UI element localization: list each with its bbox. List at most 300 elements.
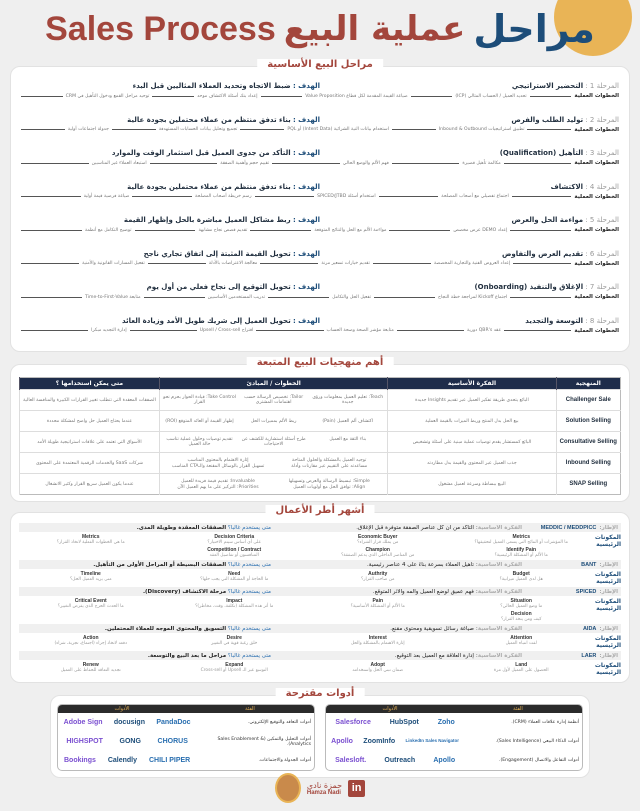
stage-goal — [127, 116, 320, 124]
tool-logo[interactable]: CHILI PIPER — [149, 757, 191, 764]
step-connector — [250, 230, 311, 231]
methods-table — [19, 377, 621, 495]
stages-list — [21, 79, 619, 347]
component-item — [306, 547, 450, 558]
stage-number: 8 — [589, 316, 595, 325]
methodology-idea: البائع يتحدى طريقة تفكير العميل عبر تقديم Insights جديدة — [388, 390, 556, 411]
step-connector — [21, 330, 88, 331]
frameworks-list — [19, 523, 621, 678]
step-item: رسم خريطة أصحاب المصلحة — [195, 194, 252, 199]
step-item: تقييم حجم وأهمية الصفقة — [220, 160, 270, 166]
tool-logo[interactable]: HIGHSPOT — [66, 738, 103, 745]
methodology-step: Tailor: تخصيص الرسالة حسب اهتمامات المشتري — [244, 395, 304, 405]
tool-logo[interactable]: ZoomInfo — [363, 738, 396, 745]
stage-separator: : — [583, 316, 590, 325]
step-connector — [513, 263, 571, 264]
step-item: متابعة Time-to-First-Value — [85, 294, 141, 300]
component-name: Competition / Contract — [207, 547, 262, 553]
methodology-step: إظهار القيمة أو العائد المتوقع (ROI) — [165, 418, 234, 424]
methodology-step: اكتشاف ألم العميل (Pain) — [322, 418, 374, 424]
stage-goal — [144, 250, 320, 258]
author-footer — [0, 773, 640, 803]
methodology-name: Challenger Sale — [556, 390, 620, 411]
component-name: Adopt — [370, 662, 385, 668]
component-item — [19, 635, 163, 649]
component-item — [19, 662, 163, 676]
framework-idea — [277, 589, 522, 595]
methodology-name: Inbound Selling — [556, 453, 620, 474]
component-name: Action — [82, 635, 99, 641]
stage-header — [21, 79, 619, 93]
when-text: مرحلة الاكتشاف (Discovery). — [142, 588, 227, 595]
stage-name: توليد الطلب والفرص — [511, 115, 584, 124]
step-item: توحيد مراحل القمع ودخول التأهيل في CRM — [65, 93, 150, 99]
component-name: Interest — [368, 635, 387, 641]
goal-label: الهدف : — [292, 249, 320, 258]
tool-logo[interactable]: Outreach — [384, 757, 416, 764]
tool-logo[interactable]: Apollo — [331, 738, 353, 745]
step-connector — [510, 297, 571, 298]
stages-title: مراحل البيع الأساسية — [257, 59, 383, 70]
component-item — [19, 598, 163, 609]
step-connector — [21, 96, 63, 97]
tool-category: أدوات الجدولة والاجتماعات. — [258, 758, 311, 763]
title-ar-process: عملية البيع — [283, 9, 466, 49]
stage-header — [21, 247, 619, 261]
tool-logo[interactable]: LinkedIn Sales Navigator — [405, 738, 460, 743]
component-desc: الحصول على العميل لأول مرة — [493, 668, 549, 673]
idea-text: إدارة العلاقة مع العميل بعد التوقيع. — [394, 652, 474, 659]
tool-logo[interactable]: Apollo — [433, 757, 456, 764]
framework-label: الإطار: — [599, 588, 618, 595]
idea-text: التأكد من أن كل عناصر الصفقة متوفرة قبل الإغلاق. — [356, 524, 474, 531]
tool-logo[interactable]: CHORUS — [157, 738, 188, 745]
component-item — [19, 571, 163, 585]
step-connector — [397, 330, 464, 331]
framework-when — [143, 589, 271, 595]
tool-category-row — [326, 732, 582, 751]
step-item: اقتراح Upsell / Cross-sell — [199, 328, 254, 333]
component-item — [450, 598, 594, 609]
component-name: Desire — [226, 635, 242, 641]
methodology-idea: بيع الحل بدل المنتج وربط الميزات بالقيمة العملية — [388, 411, 556, 432]
step-item: إعداد العروض الفنية والتجارية المخصصة — [433, 261, 511, 266]
step-item: تحديد العميل / الحساب المثالي (ICP) — [455, 93, 527, 99]
stage-goal — [133, 82, 320, 90]
component-item — [163, 598, 307, 609]
component-item — [450, 635, 594, 649]
step-connector — [144, 297, 205, 298]
framework-name-wrap — [528, 626, 618, 632]
component-desc: كيف ومن يتخذ القرار؟ — [500, 617, 542, 622]
component-desc: على أي أساس سيتم الاختيار؟ — [207, 540, 262, 545]
tool-category: أدوات التحليل والتمكين (Sales Enablement & Analytics). — [217, 736, 311, 747]
step-connector — [148, 263, 206, 264]
framework-name-wrap — [528, 589, 618, 595]
stage-header — [21, 180, 619, 194]
step-connector — [130, 330, 197, 331]
goal-text: ربط مشاكل العميل مباشرة بالحل وإظهار القيمة — [123, 216, 291, 224]
tool-category-row — [58, 751, 314, 770]
component-name: Decision — [510, 611, 532, 617]
tool-logo[interactable]: Salesloft. — [335, 757, 367, 764]
stage-prefix: المرحلة — [596, 283, 619, 291]
step-connector — [392, 129, 436, 130]
methods-body — [20, 390, 621, 495]
methodology-step: Teach: تعليم العميل بمعلومات ورؤى جديدة — [312, 395, 384, 405]
component-item — [163, 571, 307, 585]
goal-label: الهدف : — [292, 182, 320, 191]
stage-title — [320, 216, 619, 224]
table-row — [20, 411, 621, 432]
framework-components — [19, 633, 621, 651]
step-connector — [150, 163, 218, 164]
component-desc: ما المؤشرات أو النتائج التي يسعى العميل لتحقيقها؟ — [474, 540, 568, 545]
when-label: متى يستخدم غالبا؟ — [227, 524, 271, 531]
stage-header — [21, 213, 619, 227]
component-name: Budget — [512, 571, 530, 577]
step-connector — [504, 330, 571, 331]
stage-separator: : — [583, 249, 590, 258]
component-desc: ما أثر هذه المشكلة (تكلفة، وقت، مخاطر)؟ — [195, 604, 274, 609]
tool-category-row — [58, 732, 314, 751]
stage-number: 3 — [589, 149, 595, 157]
steps-label: الخطوات العملية — [574, 327, 619, 334]
idea-label: الفكرة الأساسية: — [475, 588, 522, 595]
step-item: تجميع وتحليل بيانات الحسابات المستهدفة — [158, 127, 238, 132]
component-name: Attention — [510, 635, 533, 641]
stage-row — [21, 247, 619, 281]
step-connector — [256, 330, 323, 331]
stage-goal — [122, 317, 320, 325]
methodology-step: Invaluable: تقديم قيمة فريدة للعميل — [181, 478, 255, 484]
framework-idea — [277, 562, 522, 568]
framework-components — [19, 569, 621, 587]
stage-name: التحضير الاستراتيجي — [511, 82, 584, 90]
stage-number: 2 — [589, 115, 595, 124]
steps-label: الخطوات العملية — [574, 93, 619, 99]
methodology-step: إثارة الاهتمام بالمحتوى المناسب — [187, 457, 249, 463]
goal-label: الهدف : — [292, 149, 320, 157]
step-connector — [379, 196, 439, 197]
stage-number: 1 — [589, 82, 595, 90]
component-desc: من يملك قرار الشراء؟ — [357, 540, 399, 545]
goal-label: الهدف : — [292, 115, 320, 124]
steps-label: الخطوات العملية — [574, 227, 619, 233]
step-connector — [112, 129, 156, 130]
goal-text: ضبط الاتجاه وتحديد العملاء المثاليين قبل البدء — [132, 82, 291, 90]
tool-logo[interactable]: PandaDoc — [156, 719, 191, 726]
steps-label: الخطوات العملية — [574, 193, 619, 200]
stage-number: 4 — [589, 182, 595, 191]
step-item: جدولة اجتماعات أولية — [67, 127, 109, 132]
table-row — [20, 432, 621, 453]
framework-components — [19, 532, 621, 560]
component-desc: تجديد التعاقد للحفاظ على العميل — [60, 668, 121, 673]
component-name: Economic Buyer — [358, 534, 398, 540]
stage-steps — [21, 160, 619, 166]
title-en: Sales Process — [45, 9, 276, 48]
stage-row — [21, 79, 619, 113]
stage-separator: : — [583, 82, 590, 90]
stage-row — [21, 314, 619, 348]
component-item — [450, 611, 594, 622]
step-connector — [504, 163, 572, 164]
step-item: تطبيق استراتيجيات Inbound & Outbound — [438, 127, 525, 132]
component-desc: المنافسون أو تفاصيل العقد — [209, 553, 259, 558]
step-connector — [21, 297, 82, 298]
step-connector — [21, 263, 79, 264]
step-connector — [510, 230, 571, 231]
tool-logo[interactable]: Zoho — [437, 719, 455, 726]
framework-bar — [19, 651, 621, 660]
steps-label: الخطوات العملية — [574, 260, 619, 267]
component-desc: دفعه لاتخاذ إجراء (اجتماع، تجربة، شراء) — [54, 641, 127, 646]
step-item: اجتماع Kickoff لمراجعة خطة النجاح — [438, 294, 508, 300]
table-header: متى يمكن استخدامها ؟ — [20, 378, 160, 390]
methodology-step: مساعدته على التقييم عبر مقارنات وأدلة — [291, 463, 368, 469]
when-label: متى يستخدم غالبا؟ — [227, 561, 271, 568]
tool-category: أدوات التعاقد والتوقيع الإلكتروني. — [247, 720, 311, 725]
component-item — [306, 635, 450, 649]
tool-logo[interactable]: GONG — [119, 738, 141, 745]
author-name — [307, 781, 342, 796]
tools-box — [57, 704, 315, 771]
step-item: تفعيل الحل والتكامل — [332, 294, 372, 300]
methodology-name: SNAP Selling — [556, 474, 620, 495]
component-name: Decision Criteria — [214, 534, 255, 540]
when-text: التسويق والمحتوى الموجه للعملاء المحتملين. — [104, 625, 227, 632]
step-connector — [240, 129, 284, 130]
methodology-step: Take Control: قيادة الحوار بحزم نحو القرار — [163, 395, 236, 405]
stage-title — [320, 149, 619, 157]
components-label: المكونات الرئيسية — [594, 635, 621, 649]
tool-logos — [58, 719, 196, 726]
framework-when — [105, 626, 271, 632]
when-text: مراحل ما بعد البيع والتوسعة. — [147, 652, 227, 659]
methodology-step: Simple: تبسيط الرسالة والعرض وتسهيلها — [288, 478, 370, 484]
component-desc: ما الحاجة أو المشكلة التي يجب حلها؟ — [200, 577, 269, 582]
component-desc: متى يريد العميل الحل؟ — [69, 577, 112, 582]
stage-name: تقديم العرض والتفاوض — [501, 249, 584, 258]
goal-text: بناء تدفق منتظم من عملاء محتملين بجودة عالية — [127, 182, 291, 191]
methodology-step: تقديم توصيات وحلول عملية تناسب حالة العميل — [166, 437, 233, 447]
tool-category: أدوات التفاعل والاتصال (Engagement). — [498, 758, 579, 763]
step-item: مواءمة الألم مع الحل والنتائج المتوقعة — [314, 227, 387, 233]
tool-category-row — [326, 751, 582, 770]
step-connector — [152, 96, 194, 97]
stage-row — [21, 146, 619, 180]
linkedin-icon[interactable]: in — [348, 780, 365, 797]
framework-components — [19, 596, 621, 624]
step-item: توضيح التكامل مع أنظمة — [84, 227, 132, 233]
framework-name-wrap — [528, 653, 618, 659]
when-text: الصفقات البسيطة أو المراحل الأولى من التأهيل. — [93, 561, 227, 568]
when-label: متى يستخدم غالبا؟ — [227, 625, 271, 632]
components-label: المكونات الرئيسية — [594, 598, 621, 612]
stage-steps — [21, 294, 619, 300]
methodology-when: عندما يحتاج العميل حل واضح لمشكلة محددة — [20, 411, 160, 432]
stage-row — [21, 213, 619, 247]
stage-number: 6 — [589, 249, 595, 258]
table-row — [20, 453, 621, 474]
component-name: Impact — [226, 598, 243, 604]
goal-text: تحويل العميل إلى شريك طويل الأمد وزيادة العائد — [121, 316, 291, 325]
stage-title — [320, 183, 619, 191]
step-connector — [389, 230, 450, 231]
stage-name: الاكتشاف — [550, 182, 584, 191]
methodology-steps — [159, 453, 387, 474]
component-desc: ما الحدث الحرج الذي يفرض التغيير؟ — [57, 604, 124, 609]
component-desc: خلق رغبة قوية في التغيير — [211, 641, 258, 646]
idea-text: فهم عميق لوضع العميل وألمه والأثر المتوقع. — [372, 588, 474, 595]
step-connector — [512, 196, 572, 197]
stage-separator: : — [583, 216, 590, 224]
step-item: فهم الألم والوضع الحالي — [342, 160, 389, 166]
methodology-step: تسهيل القرار بالوسائل المقنعة والـCTA المناسب — [171, 463, 265, 469]
goal-label: الهدف : — [292, 216, 320, 224]
step-connector — [132, 196, 192, 197]
idea-label: الفكرة الأساسية: — [475, 652, 522, 659]
step-item: تقديم خيارات تسعير مرنة — [321, 261, 370, 266]
stage-prefix: المرحلة — [596, 216, 619, 224]
tool-logos — [326, 738, 464, 745]
step-connector — [373, 263, 431, 264]
step-item: تدريب المستخدمين الأساسيين — [207, 294, 266, 300]
step-item: إعداد بنك أسئلة الاكتشاف موحد — [197, 93, 258, 99]
idea-text: تأهيل العملاء بسرعة بناءً على 4 عناصر رئيسية. — [367, 561, 474, 568]
author-name-ar: حمزة نادي — [306, 780, 343, 790]
tool-logo[interactable]: Adobe Sign — [63, 719, 103, 726]
steps-label: الخطوات العملية — [574, 126, 619, 133]
component-name: Critical Event — [74, 598, 107, 604]
framework-label: الإطار: — [599, 524, 618, 531]
tool-logo[interactable]: Bookings — [63, 757, 96, 764]
table-header: المنهجية — [556, 378, 620, 390]
step-item: مكالمة تأهيل قصيرة — [462, 160, 501, 166]
components-grid — [19, 571, 593, 585]
tool-logos — [326, 757, 464, 764]
component-item — [306, 662, 450, 676]
methods-header-row — [20, 378, 621, 390]
components-label: المكونات الرئيسية — [594, 534, 621, 548]
framework-components — [19, 660, 621, 678]
components-grid — [19, 534, 593, 558]
component-name: Land — [515, 662, 528, 668]
step-connector — [392, 163, 460, 164]
tools-box — [325, 704, 583, 771]
component-desc: من صاحب القرار؟ — [361, 577, 395, 582]
stage-title — [320, 283, 619, 291]
tools-header: الأدوات — [114, 706, 130, 712]
component-desc: ما الألم أو المشكلة الأساسية؟ — [350, 604, 405, 609]
step-item: إعداد DEMO عرض مخصص — [453, 227, 508, 233]
stage-separator: : — [583, 149, 590, 157]
stage-header — [21, 113, 619, 127]
table-header: الخطوات / المبادئ — [159, 378, 387, 390]
framework-label: الإطار: — [599, 561, 618, 568]
tool-logo[interactable]: Salesforce — [335, 719, 371, 726]
tool-logo[interactable]: Calendly — [107, 757, 138, 764]
stage-name: التوسعة والتجديد — [525, 316, 584, 325]
author-avatar — [275, 773, 301, 803]
methodology-idea: جذب العميل عبر المحتوى والقيمة بدل مطاردته — [388, 453, 556, 474]
methodology-step: Priorities: التركيز على ما يهم العميل الآن — [177, 484, 259, 490]
steps-label: الخطوات العملية — [574, 160, 619, 166]
step-item: استبعاد العملاء غير المناسبين — [91, 160, 147, 166]
framework-name: SPICED — [575, 588, 597, 595]
step-connector — [272, 163, 340, 164]
stage-steps — [21, 227, 619, 233]
component-name: Authrity — [368, 571, 388, 577]
tool-logo[interactable]: docusign — [113, 719, 145, 726]
component-item — [450, 547, 594, 558]
methodology-step: طرح أسئلة استشارية للكشف عن الاحتياجات — [241, 437, 306, 447]
component-item — [163, 534, 307, 545]
stage-goal — [147, 283, 320, 291]
goal-text: تحويل القيمة المثبتة إلى اتفاق تجاري ناجح — [143, 249, 291, 258]
tool-logo[interactable]: HubSpot — [389, 719, 419, 726]
framework-idea — [277, 653, 522, 659]
framework-name: AIDA — [582, 625, 597, 632]
stage-prefix: المرحلة — [596, 249, 619, 258]
component-desc: ما وضع العميل الحالي؟ — [500, 604, 543, 609]
methodology-step: Align: توافق الحل مع أولويات العميل — [293, 484, 366, 490]
step-item: متابعة مؤشر الصحة وصحة الحساب — [326, 328, 394, 333]
stage-header — [21, 146, 619, 160]
steps-grid — [163, 479, 384, 490]
methods-section — [10, 357, 630, 502]
methodology-idea: البائع كمستشار يقدم توصيات عملية مبنية على أسئلة وتشخيص — [388, 432, 556, 453]
component-desc: إثارة الاهتمام بالمشكلة والحل — [350, 641, 405, 646]
step-connector — [21, 129, 65, 130]
component-item — [163, 662, 307, 676]
methodology-step: توجيه العميل بالمشكلة والحلول المتاحة — [291, 457, 367, 463]
goal-text: بناء تدفق منتظم من عملاء محتملين بجودة عالية — [127, 115, 291, 124]
stage-goal — [127, 183, 320, 191]
stage-steps — [21, 127, 619, 133]
tool-logos — [326, 719, 464, 726]
methodology-name: Consultative Selling — [556, 432, 620, 453]
stage-separator: : — [583, 182, 590, 191]
idea-text: صياغة رسائل تسويقية ومحتوى مقنع. — [390, 625, 474, 632]
component-desc: من المناصر الداخلي الذي يدعم الصفقة؟ — [341, 553, 415, 558]
stage-steps — [21, 93, 619, 99]
step-connector — [21, 230, 82, 231]
methods-title: أهم منهجيات البيع المتبعة — [247, 357, 394, 368]
methodology-steps — [159, 390, 387, 411]
component-desc: هل لدى العميل ميزانية؟ — [499, 577, 543, 582]
category-header: الفئة — [245, 706, 255, 712]
step-item: عقد QBR's دورية — [467, 328, 502, 333]
component-name: Metrics — [81, 534, 100, 540]
components-grid — [19, 635, 593, 649]
idea-label: الفكرة الأساسية: — [475, 524, 522, 531]
step-connector — [527, 129, 571, 130]
component-name: Pain — [372, 598, 384, 604]
component-name: Situation — [510, 598, 532, 604]
framework-when — [137, 525, 271, 531]
steps-label: الخطوات العملية — [574, 294, 619, 300]
component-item — [306, 571, 450, 585]
component-item — [450, 571, 594, 585]
tool-category: أدوات الذكاء البيعي (Sales Intelligence). — [495, 739, 579, 744]
header — [0, 0, 640, 58]
component-desc: ما هي الخطوات الفعلية لاتخاذ القرار؟ — [56, 540, 125, 545]
step-connector — [530, 96, 572, 97]
component-item — [163, 547, 307, 558]
stage-number: 7 — [589, 283, 595, 291]
